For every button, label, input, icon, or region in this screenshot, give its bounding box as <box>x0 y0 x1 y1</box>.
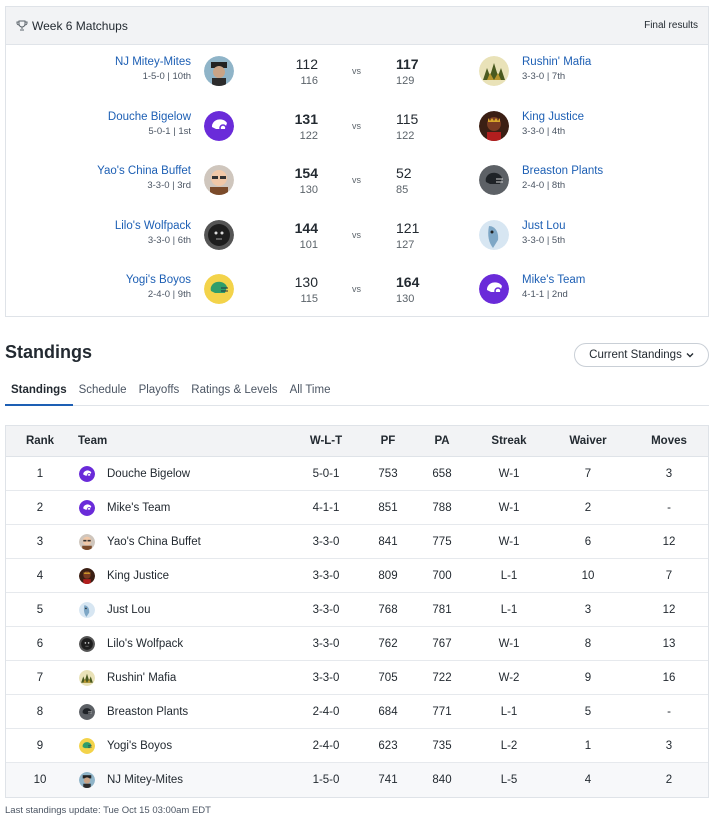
streak-cell: L-2 <box>500 740 518 752</box>
matchup-left-team-record: 3-3-0 | 6th <box>147 234 191 246</box>
matchups-title: Week 6 Matchups <box>32 18 128 33</box>
team-name-cell[interactable]: Yogi's Boyos <box>107 740 173 752</box>
team-avatar <box>79 500 95 516</box>
chevron-down-icon <box>686 351 694 359</box>
pa-cell: 840 <box>432 774 452 786</box>
matchup-row[interactable] <box>6 111 708 165</box>
tab-all-time[interactable]: All Time <box>289 384 331 396</box>
wlt-cell: 3-3-0 <box>312 638 340 650</box>
moves-cell: - <box>667 706 671 718</box>
rank-cell: 6 <box>36 638 44 650</box>
last-update-note: Last standings update: Tue Oct 15 03:00am EDT <box>5 805 211 816</box>
matchup-left-projected: 130 <box>299 184 318 196</box>
matchup-right-projected: 127 <box>396 238 415 251</box>
pf-cell: 684 <box>378 706 398 718</box>
matchup-right-team-record: 4-1-1 | 2nd <box>522 289 568 300</box>
table-row[interactable] <box>6 729 708 763</box>
team-name-cell[interactable]: Mike's Team <box>107 502 171 514</box>
matchup-right-team-name[interactable]: Just Lou <box>522 219 566 232</box>
streak-cell: L-1 <box>500 604 518 616</box>
rank-cell: 2 <box>36 502 44 514</box>
table-row[interactable] <box>6 763 708 797</box>
rank-cell: 5 <box>36 604 44 616</box>
col-header-pf[interactable]: PF <box>380 435 396 447</box>
team-avatar[interactable] <box>204 165 234 195</box>
team-avatar[interactable] <box>204 274 234 304</box>
wlt-cell: 5-0-1 <box>312 468 340 480</box>
col-header-team[interactable]: Team <box>78 435 108 447</box>
col-header-rank[interactable]: Rank <box>25 435 55 447</box>
streak-cell: L-1 <box>500 570 518 582</box>
pa-cell: 788 <box>432 502 452 514</box>
standings-tabs <box>5 380 709 406</box>
team-avatar <box>79 602 95 618</box>
table-row[interactable] <box>6 593 708 627</box>
pa-cell: 781 <box>432 604 452 616</box>
rank-cell: 4 <box>36 570 44 582</box>
team-avatar <box>79 772 95 788</box>
waiver-cell: 7 <box>584 468 592 480</box>
table-row[interactable] <box>6 661 708 695</box>
rank-cell: 7 <box>36 672 44 684</box>
table-row[interactable] <box>6 627 708 661</box>
matchup-left-score: 154 <box>294 165 318 181</box>
team-avatar[interactable] <box>204 56 234 86</box>
matchup-left-team-name[interactable]: Lilo's Wolfpack <box>114 219 191 232</box>
team-name-cell[interactable]: Breaston Plants <box>107 706 189 718</box>
streak-cell: W-1 <box>498 638 520 650</box>
moves-cell: 2 <box>665 774 673 786</box>
team-name-cell[interactable]: Rushin' Mafia <box>107 672 177 684</box>
table-row[interactable] <box>6 695 708 729</box>
matchup-right-team-record: 3-3-0 | 5th <box>522 234 566 246</box>
team-avatar[interactable] <box>479 220 509 250</box>
standings-table <box>5 425 709 798</box>
matchup-left-projected: 115 <box>300 293 318 305</box>
team-avatar <box>79 670 95 686</box>
rank-cell: 10 <box>33 774 47 786</box>
pa-cell: 767 <box>432 638 452 650</box>
streak-cell: W-1 <box>498 536 520 548</box>
vs-label: vs <box>352 120 361 131</box>
matchup-right-projected: 130 <box>396 293 415 305</box>
matchup-right-team-name[interactable]: Mike's Team <box>522 274 586 286</box>
pf-cell: 753 <box>378 468 398 480</box>
matchup-left-score: 144 <box>294 219 318 236</box>
vs-label: vs <box>352 66 361 76</box>
matchups-card <box>5 6 709 317</box>
moves-cell: 7 <box>665 570 673 582</box>
wlt-cell: 3-3-0 <box>312 672 340 684</box>
team-avatar <box>79 704 95 720</box>
moves-cell: 3 <box>665 740 673 752</box>
pf-cell: 705 <box>378 672 398 684</box>
pa-cell: 771 <box>432 706 452 718</box>
pf-cell: 841 <box>378 536 398 548</box>
matchup-left-team-name[interactable]: Yogi's Boyos <box>125 274 191 286</box>
trophy-icon <box>16 20 28 32</box>
matchup-right-team-record: 2-4-0 | 8th <box>522 180 566 191</box>
team-name-cell[interactable]: NJ Mitey-Mites <box>107 774 184 786</box>
matchup-left-projected: 122 <box>299 129 318 142</box>
rank-cell: 9 <box>36 740 44 752</box>
wlt-cell: 2-4-0 <box>312 706 340 718</box>
matchup-row[interactable] <box>6 56 708 110</box>
waiver-cell: 1 <box>584 740 592 752</box>
matchup-row[interactable] <box>6 220 708 274</box>
vs-label: vs <box>352 284 361 294</box>
moves-cell: 16 <box>662 672 676 684</box>
standings-title: Standings <box>5 342 93 362</box>
matchup-right-projected: 129 <box>396 75 415 87</box>
matchup-right-team-record: 3-3-0 | 4th <box>522 125 566 137</box>
matchups-status: Final results <box>644 20 698 31</box>
pa-cell: 775 <box>432 536 452 548</box>
pf-cell: 768 <box>378 604 398 616</box>
wlt-cell: 1-5-0 <box>312 774 340 786</box>
team-name-cell[interactable]: Lilo's Wolfpack <box>107 638 184 650</box>
waiver-cell: 10 <box>581 570 595 582</box>
matchups-header <box>6 7 708 45</box>
team-avatar[interactable] <box>204 111 234 141</box>
streak-cell: W-2 <box>498 672 520 684</box>
col-header-wlt[interactable]: W-L-T <box>309 435 343 447</box>
waiver-cell: 3 <box>584 604 592 616</box>
matchup-right-score: 115 <box>396 110 419 127</box>
wlt-cell: 3-3-0 <box>312 604 340 616</box>
matchup-right-team-record: 3-3-0 | 7th <box>522 71 566 82</box>
matchup-left-team-record: 1-5-0 | 10th <box>142 71 191 82</box>
waiver-cell: 9 <box>584 672 592 684</box>
tab-schedule[interactable]: Schedule <box>78 384 127 396</box>
col-header-moves[interactable]: Moves <box>651 435 687 447</box>
matchup-right-score: 164 <box>396 274 420 290</box>
matchup-left-team-name[interactable]: Yao's China Buffet <box>97 165 191 177</box>
team-avatar <box>79 568 95 584</box>
standings-table-header <box>6 426 708 457</box>
matchup-left-team-name[interactable]: Douche Bigelow <box>107 110 191 123</box>
team-avatar <box>79 466 95 482</box>
table-row[interactable] <box>6 559 708 593</box>
moves-cell: 12 <box>662 604 676 616</box>
moves-cell: - <box>667 502 671 514</box>
wlt-cell: 4-1-1 <box>312 502 340 514</box>
col-header-streak[interactable]: Streak <box>491 435 527 447</box>
rank-cell: 3 <box>36 536 44 548</box>
matchup-row[interactable] <box>6 274 708 328</box>
vs-label: vs <box>352 229 361 240</box>
tab-playoffs[interactable]: Playoffs <box>138 384 180 396</box>
pf-cell: 809 <box>378 570 398 582</box>
matchup-left-score: 130 <box>294 274 318 290</box>
team-avatar[interactable] <box>204 220 234 250</box>
matchup-left-team-record: 5-0-1 | 1st <box>148 125 191 137</box>
pf-cell: 762 <box>378 638 398 650</box>
team-avatar <box>79 738 95 754</box>
team-name-cell[interactable]: Douche Bigelow <box>107 468 191 480</box>
rank-cell: 8 <box>36 706 44 718</box>
col-header-waiver[interactable]: Waiver <box>569 435 607 447</box>
vs-label: vs <box>352 175 361 185</box>
pf-cell: 623 <box>378 740 398 752</box>
matchup-left-team-record: 3-3-0 | 3rd <box>147 180 191 191</box>
matchup-right-projected: 85 <box>396 184 409 196</box>
streak-cell: W-1 <box>498 502 520 514</box>
matchup-right-projected: 122 <box>396 129 415 142</box>
pa-cell: 700 <box>432 570 452 582</box>
matchup-left-projected: 116 <box>300 75 318 87</box>
rank-cell: 1 <box>36 468 44 480</box>
team-name-cell[interactable]: Just Lou <box>107 604 151 616</box>
pf-cell: 741 <box>378 774 398 786</box>
waiver-cell: 4 <box>584 774 592 786</box>
table-row[interactable] <box>6 457 708 491</box>
pa-cell: 722 <box>432 672 452 684</box>
pa-cell: 658 <box>432 468 452 480</box>
matchup-right-team-name[interactable]: Breaston Plants <box>522 165 604 177</box>
matchup-left-score: 131 <box>294 110 318 127</box>
table-row[interactable] <box>6 525 708 559</box>
matchup-left-projected: 101 <box>299 238 318 251</box>
team-avatar <box>79 636 95 652</box>
pa-cell: 735 <box>432 740 452 752</box>
team-avatar[interactable] <box>479 165 509 195</box>
streak-cell: L-5 <box>500 774 518 786</box>
tab-ratings-levels[interactable]: Ratings & Levels <box>191 384 278 396</box>
pf-cell: 851 <box>378 502 398 514</box>
team-name-cell[interactable]: Yao's China Buffet <box>107 536 201 548</box>
moves-cell: 13 <box>662 638 676 650</box>
table-row[interactable] <box>6 491 708 525</box>
matchup-right-team-name[interactable]: Rushin' Mafia <box>522 56 592 68</box>
matchup-left-score: 112 <box>295 56 318 72</box>
streak-cell: W-1 <box>498 468 520 480</box>
current-standings-label: Current Standings <box>589 349 682 361</box>
waiver-cell: 6 <box>584 536 592 548</box>
col-header-pa[interactable]: PA <box>434 435 450 447</box>
streak-cell: L-1 <box>500 706 518 718</box>
moves-cell: 3 <box>665 468 673 480</box>
wlt-cell: 2-4-0 <box>312 740 340 752</box>
waiver-cell: 5 <box>584 706 592 718</box>
waiver-cell: 8 <box>584 638 592 650</box>
matchup-right-score: 52 <box>396 165 412 181</box>
waiver-cell: 2 <box>584 502 592 514</box>
team-avatar <box>79 534 95 550</box>
team-avatar[interactable] <box>479 274 509 304</box>
matchup-left-team-record: 2-4-0 | 9th <box>147 289 191 300</box>
team-name-cell[interactable]: King Justice <box>107 570 170 582</box>
team-avatar[interactable] <box>479 56 509 86</box>
matchup-row[interactable] <box>6 165 708 219</box>
moves-cell: 12 <box>662 536 676 548</box>
wlt-cell: 3-3-0 <box>312 536 340 548</box>
matchup-right-score: 121 <box>396 219 420 236</box>
matchup-right-score: 117 <box>396 56 419 72</box>
wlt-cell: 3-3-0 <box>312 570 340 582</box>
matchup-left-team-name[interactable]: NJ Mitey-Mites <box>114 56 191 68</box>
tab-standings[interactable]: Standings <box>5 380 73 406</box>
team-avatar[interactable] <box>479 111 509 141</box>
current-standings-dropdown[interactable] <box>574 343 709 367</box>
matchup-right-team-name[interactable]: King Justice <box>522 110 585 123</box>
